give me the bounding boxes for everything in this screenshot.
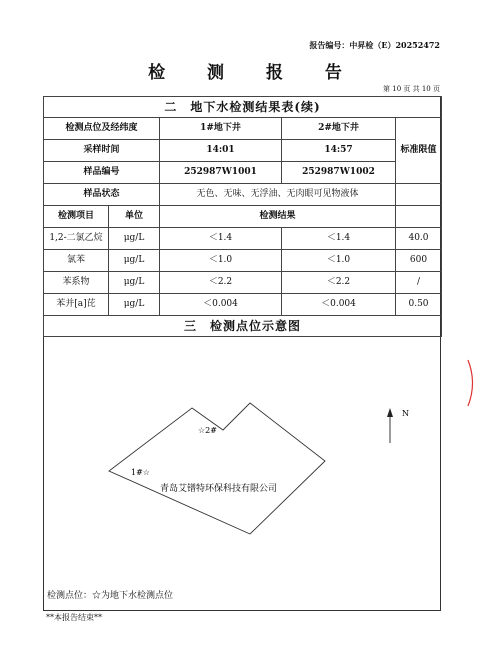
point-1-label: 1#☆	[131, 468, 150, 477]
site-diagram	[43, 353, 441, 611]
well1-header: 1#地下井	[160, 118, 282, 140]
report-number: 报告编号：中昇检（E）20252472	[309, 40, 440, 50]
time2: 14:57	[282, 140, 396, 162]
limit: 40.0	[396, 228, 442, 250]
limit: 600	[396, 250, 442, 272]
north-label: N	[402, 409, 409, 418]
section-2-title: 二 地下水检测结果表(续)	[44, 97, 442, 118]
unit: μg/L	[109, 294, 160, 316]
point-2-label: ☆2#	[198, 426, 217, 435]
document-title: 检 测 报 告	[148, 63, 360, 83]
table-row	[44, 250, 442, 272]
section-3-title: 三 检测点位示意图	[44, 316, 442, 337]
page-edge-mark-icon	[466, 358, 478, 408]
company-label: 青岛艾镨特环保科技有限公司	[160, 484, 278, 494]
sample1: 252987W1001	[160, 162, 282, 184]
well2-header: 2#地下井	[282, 118, 396, 140]
end-note: **本报告结束**	[46, 613, 102, 622]
time1: 14:01	[160, 140, 282, 162]
result-well1: ＜2.2	[160, 272, 282, 294]
item-name: 1,2-二氯乙烷	[44, 228, 109, 250]
item-name: 苯系物	[44, 272, 109, 294]
unit: μg/L	[109, 272, 160, 294]
point-label: 检测点位及经纬度	[44, 118, 160, 140]
item-name: 苯并[a]芘	[44, 294, 109, 316]
table-row	[44, 228, 442, 250]
result-well1: ＜1.0	[160, 250, 282, 272]
results-table	[43, 96, 442, 337]
result-well2: ＜0.004	[282, 294, 396, 316]
table-row	[44, 272, 442, 294]
result-header: 检测结果	[160, 206, 396, 228]
north-arrow-icon	[387, 408, 393, 417]
unit-header: 单位	[109, 206, 160, 228]
standard-header: 标准限值	[396, 118, 442, 184]
result-well2: ＜1.4	[282, 228, 396, 250]
result-well2: ＜1.0	[282, 250, 396, 272]
legend-note: 检测点位：☆为地下水检测点位	[47, 591, 174, 601]
sample-state: 无色、无味、无浮油、无肉眼可见物液体	[160, 184, 396, 206]
state-label: 样品状态	[44, 184, 160, 206]
sample-label: 样品编号	[44, 162, 160, 184]
unit: μg/L	[109, 228, 160, 250]
item-name: 氯苯	[44, 250, 109, 272]
page-number: 第 10 页 共 10 页	[383, 85, 440, 93]
result-well2: ＜2.2	[282, 272, 396, 294]
sample2: 252987W1002	[282, 162, 396, 184]
time-label: 采样时间	[44, 140, 160, 162]
result-well1: ＜0.004	[160, 294, 282, 316]
limit: 0.50	[396, 294, 442, 316]
result-well1: ＜1.4	[160, 228, 282, 250]
item-header: 检测项目	[44, 206, 109, 228]
table-row	[44, 294, 442, 316]
unit: μg/L	[109, 250, 160, 272]
limit: /	[396, 272, 442, 294]
